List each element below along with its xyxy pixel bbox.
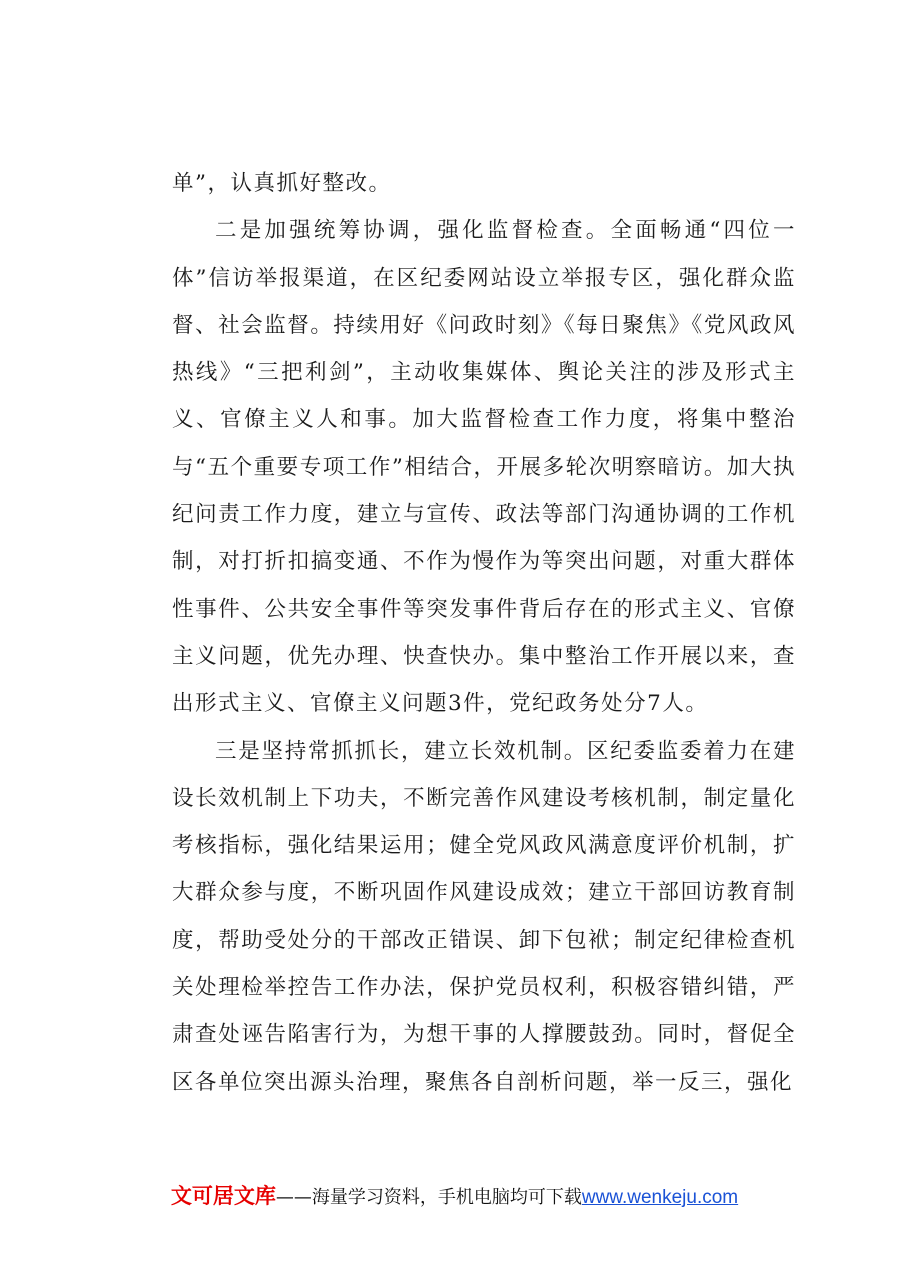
footer-tagline: ——海量学习资料，手机电脑均可下载 xyxy=(275,1187,582,1208)
paragraph-long-term-mechanism: 三是坚持常抓抓长，建立长效机制。区纪委监委着力在建设长效机制上下功夫，不断完善作风建设考核机制，制定量化考核指标，强化结果运用；健全党风政风满意度评价机制，扩大群众参与度，不断巩固作风建设成效；建立干部回访教育制度，帮助受处分的干部改正错误、卸下包袱；制定纪律检查机关处理检举控告工作办法，保护党员权利，积极容错纠错，严肃查处诬告陷害行为，为想干事的人撑腰鼓劲。同时，督促全区各单位突出源头治理，聚焦各自剖析问题，举一反三，强化 xyxy=(172,738,796,1095)
paragraph-coordination-supervision: 二是加强统筹协调，强化监督检查。全面畅通“四位一体”信访举报渠道，在区纪委网站设立举报专区，强化群众监督、社会监督。持续用好《问政时刻》《每日聚焦》《党风政风热线》“三把利剑”，主动收集媒体、舆论关注的涉及形式主义、官僚主义人和事。加大监督检查工作力度，将集中整治与“五个重要专项工作”相结合，开展多轮次明察暗访。加大执纪问责工作力度，建立与宣传、政法等部门沟通协调的工作机制，对打折扣搞变通、不作为慢作为等突出问题，对重大群体性事件、公共安全事件等突发事件背后存在的形式主义、官僚主义问题，优先办理、快查快办。集中整治工作开展以来，查出形式主义、官僚主义问题3件，党纪政务处分7人。 xyxy=(172,218,796,717)
page-footer xyxy=(0,1181,909,1213)
paragraph-continuation: 单”，认真抓好整改。 xyxy=(172,171,392,196)
footer-brand: 文可居文库 xyxy=(170,1184,276,1208)
document-body xyxy=(172,160,796,1106)
footer-website-link[interactable]: www.wenkeju.com xyxy=(581,1187,739,1208)
